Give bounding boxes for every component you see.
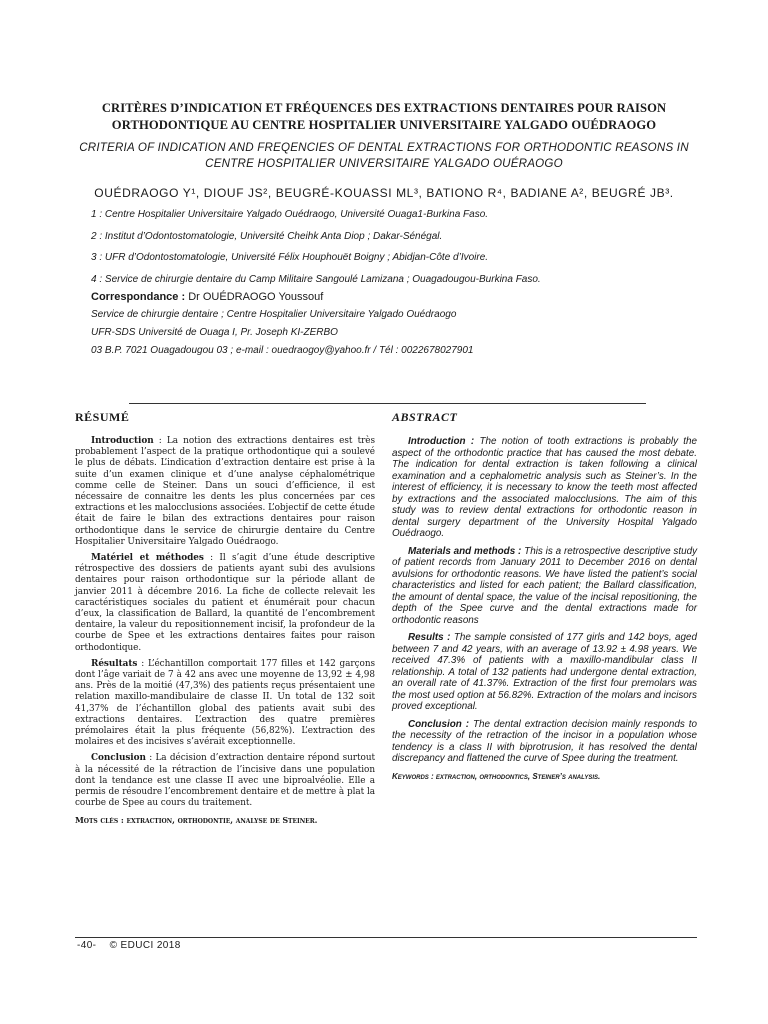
article-title-english: CRITERIA OF INDICATION AND FREQENCIES OF DENTAL EXTRACTIONS FOR ORTHODONTIC REASONS IN CENTRE HOSPITALIER UNIVERSITAIRE YALGADO OUÉRAOGO <box>79 141 689 170</box>
resume-column <box>75 436 375 831</box>
footer-rule <box>75 937 697 938</box>
page-footer <box>77 940 191 951</box>
keywords-label: Keywords : <box>392 771 434 781</box>
abstract-paragraph <box>392 632 697 713</box>
correspondence-line: Service de chirurgie dentaire ; Centre Hospitalier Universitaire Yalgado Ouédraogo <box>91 309 457 320</box>
abstract-paragraph <box>392 719 697 765</box>
paragraph-lead: Conclusion : <box>408 718 469 730</box>
resume-paragraph <box>75 436 375 548</box>
resume-keywords <box>75 815 375 826</box>
abstract-paragraph <box>392 436 697 540</box>
paragraph-text: : La décision d’extraction dentaire répond surtout à la nécessité de la rétraction de l’incisive dans une population dont la tendance est une classe II avec une biproalvéolie. Elle a permis de résoudre l’encombrement dentaire et de mettre à plat la courbe de Spee au cours du traitement. <box>75 753 375 809</box>
correspondence-block <box>91 290 701 362</box>
divider-rule <box>129 403 646 404</box>
paragraph-text: The notion of tooth extractions is probably the aspect of the orthodontic practice that has caused the most debate. The indication for dental extraction is taken following a clinical examination and a cephalometric analysis such as Steiner’s. In the interest of efficiency, it is necessary to know the teeth most affected by extractions and the associated malocclusions. The aim of this study was to review dental extractions for orthodontic reason in dental surgery department of the University Hospital Yalgado Ouédraogo. <box>392 436 698 539</box>
paragraph-text: This is a retrospective descriptive study of patient records from January 2011 to December 2016 on dental avulsions for orthodontic reasons. We have listed the patient’s social characteristics and listed for each patient; the Ballard classification, the amount of dental space, the value of the incisal repositioning, the depth of the Spee curve and the dental extractions made for orthodontic reasons <box>392 545 698 626</box>
keywords-text: extraction, orthodontics, Steiner’s analysis. <box>433 771 601 781</box>
paragraph-lead: Introduction <box>91 436 154 446</box>
keywords-text: extraction, orthodontie, analyse de Steiner. <box>123 814 318 825</box>
abstract-keywords <box>392 771 697 783</box>
paragraph-lead: Materials and methods : <box>408 545 522 557</box>
article-title-french: CRITÈRES D’INDICATION ET FRÉQUENCES DES EXTRACTIONS DENTAIRES POUR RAISON ORTHODONTIQUE AU CENTRE HOSPITALIER UNIVERSITAIRE YALGADO OUÉDRAOGO <box>101 101 667 132</box>
keywords-label: Mots clés : <box>75 814 124 825</box>
paragraph-text: The sample consisted of 177 girls and 142 boys, aged between 7 and 42 years, with an average of 13.92 ± 4.98 years. We received 47.3% of patients with a maxillo-mandibular class II relationship. A total of 132 patients had undergone dental extraction, an overall rate of 41.37%. Extraction of the first four premolars was the most used option at 56.82%. Extraction of the molars and incisors proved exceptional. <box>392 632 697 712</box>
paragraph-text: : L’échantillon comportait 177 filles et 142 garçons dont l’âge variait de 7 à 42 ans avec une moyenne de 13,92 ± 4,98 ans. Près de la moitié (47,3%) des patients reçus présentaient une relation maxillo-mandibulaire de classe II. Un total de 132 soit 41,37% de l’échantillon global des patients avait subi des extractions dentaires. L’extraction des quatre premières prémolaires était la plus fréquente (56,82%). L’extraction des molaires et des incisives s’avérait exceptionnelle. <box>75 658 375 748</box>
affiliation-4: 4 : Service de chirurgie dentaire du Camp Militaire Sangoulé Lamizana ; Ouagadougou-Burkina Faso. <box>91 273 541 285</box>
paragraph-lead: Résultats <box>91 658 138 669</box>
resume-paragraph <box>75 553 375 654</box>
correspondence-contact: 03 B.P. 7021 Ouagadougou 03 ; e-mail : ouedraogoy@yahoo.fr / Tél : 0022678027901 <box>91 345 474 356</box>
correspondence-label: Correspondance : <box>91 291 186 303</box>
paragraph-lead: Introduction : <box>408 436 475 447</box>
paragraph-lead: Matériel et méthodes <box>91 553 204 564</box>
affiliation-2: 2 : Institut d’Odontostomatologie, Université Cheihk Anta Diop ; Dakar-Sénégal. <box>91 230 443 242</box>
resume-heading: RÉSUMÉ <box>75 410 130 424</box>
correspondence-line: UFR-SDS Université de Ouaga I, Pr. Joseph KI-ZERBO <box>91 327 338 338</box>
abstract-column <box>392 436 697 788</box>
correspondence-name: Dr OUÉDRAOGO Youssouf <box>185 291 324 303</box>
author-list: OUÉDRAOGO Y¹, DIOUF JS², BEUGRÉ-KOUASSI ML³, BATIONO R⁴, BADIANE A², BEUGRÉ JB³. <box>94 186 674 200</box>
affiliation-1: 1 : Centre Hospitalier Universitaire Yalgado Ouédraogo, Université Ouaga1-Burkina Faso. <box>91 209 489 220</box>
resume-paragraph <box>75 659 375 749</box>
abstract-heading: ABSTRACT <box>392 410 458 424</box>
paragraph-lead: Results : <box>408 632 451 643</box>
paragraph-text: : Il s’agit d’une étude descriptive rétrospective des dossiers de patients ayant subi des avulsions dentaires pour raison orthodontique sur la période allant de janvier 2011 à décembre 2016. La fiche de collecte relevait les caractéristiques sociales du patient et énumérait pour chacun d’eux, la classification de Ballard, la quantité de l’encombrement dentaire, la valeur du repositionnement incisif, la profondeur de la courbe de Spee et les extractions dentaires faites pour raison orthodontique. <box>75 553 375 653</box>
paragraph-text: : La notion des extractions dentaires est très probablement l’aspect de la pratique orthodontique qui a soulevé le plus de débats. L’indication d’extraction dentaire est prise à la suite d’un examen clinique et d’une analyse céphalométrique comme celle de Steiner. Dans un souci d’efficience, il est nécessaire de connaitre les dents les plus concernées par ces extractions et les malocclusions associées. L’objectif de cette étude était de faire le bilan des extractions dentaires pour raison orthodontique dans le service de chirurgie dentaire du Centre Hospitalier Universitaire Yalgado Ouédraogo. <box>75 436 375 547</box>
page-number: -40- <box>77 940 97 951</box>
affiliations <box>91 208 701 294</box>
copyright-notice: © EDUCI 2018 <box>109 940 181 951</box>
affiliation-3: 3 : UFR d’Odontostomatologie, Université Félix Houphouët Boigny ; Abidjan-Côte d’Ivoire. <box>91 252 489 263</box>
paragraph-lead: Conclusion <box>91 753 146 764</box>
paragraph-text: The dental extraction decision mainly responds to the necessity of the retraction of the incisor in a population whose tendency is a class II with biprotrusion, it has resolved the dental discrepancy and flattened the curve of Spee during the treatment. <box>392 718 697 764</box>
resume-paragraph <box>75 753 375 809</box>
abstract-paragraph <box>392 546 697 627</box>
